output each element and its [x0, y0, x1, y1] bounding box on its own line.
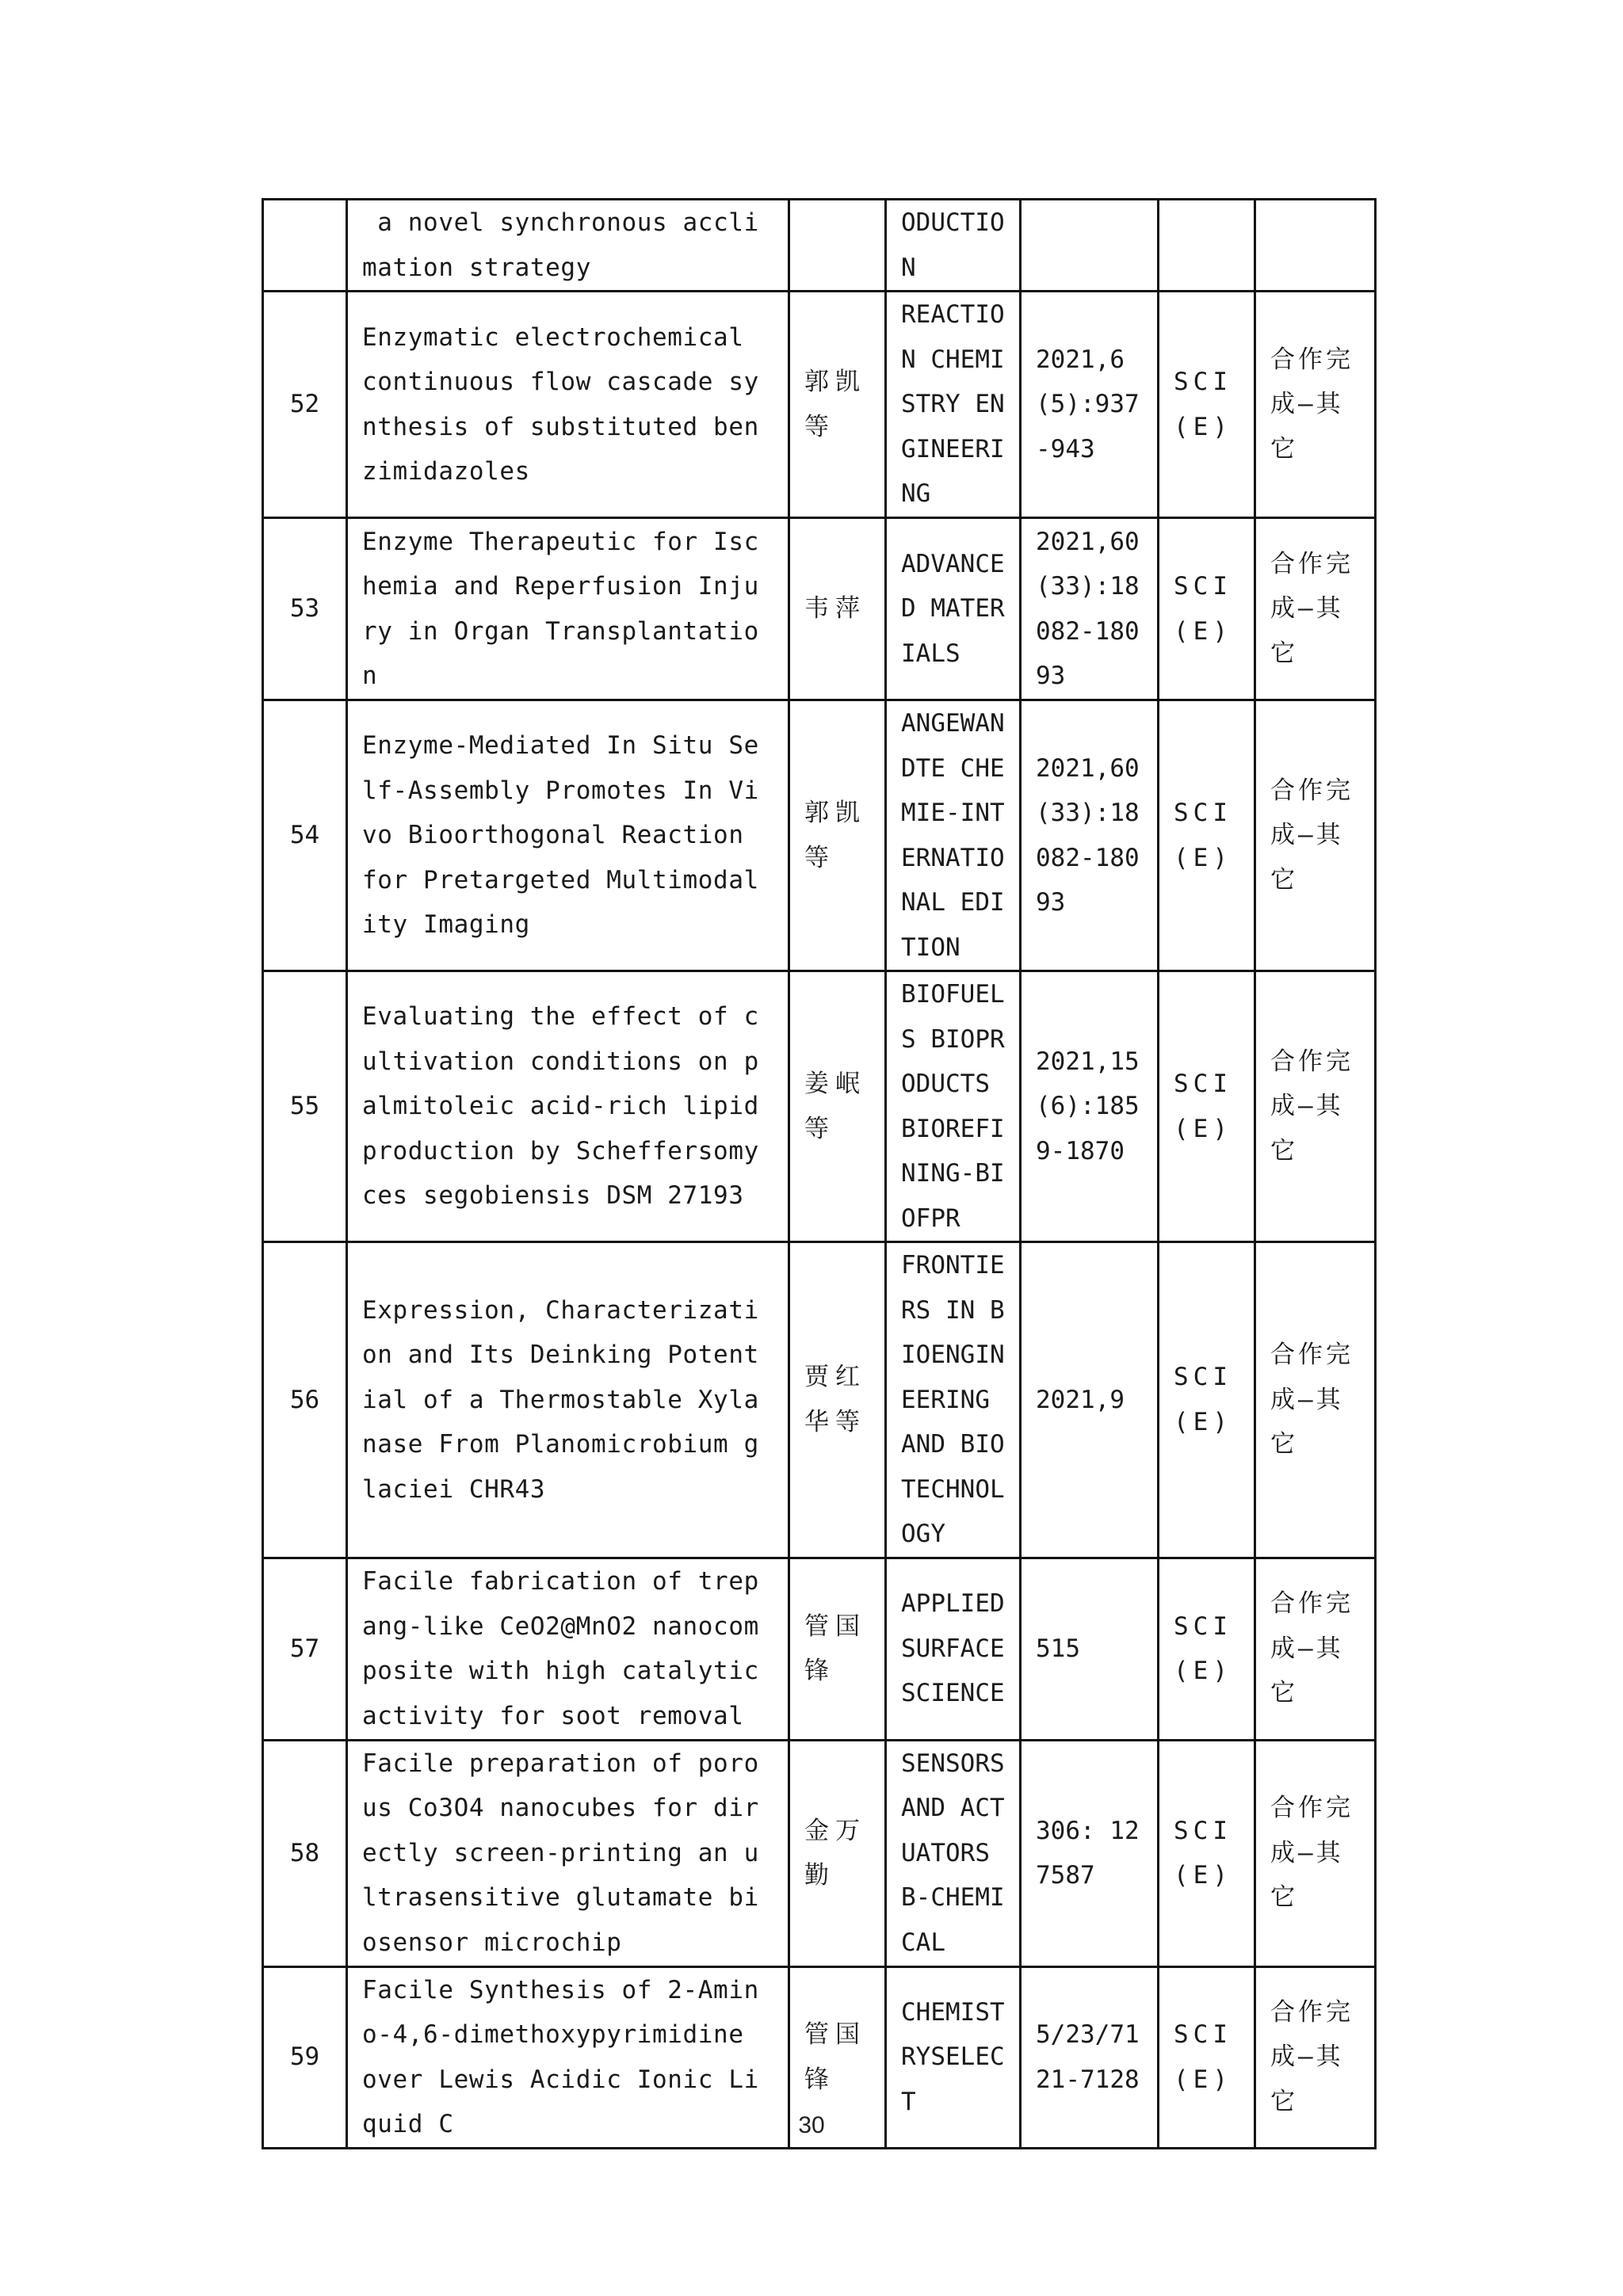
authors: 郭凯等 [789, 292, 886, 518]
index-type [1159, 200, 1255, 292]
index-type: SCI(E) [1159, 971, 1255, 1242]
paper-title: Facile fabrication of trepang-like CeO2@MnO2 nanocomposite with high catalytic activity for soot removal [347, 1558, 789, 1740]
index-type: SCI(E) [1159, 518, 1255, 700]
row-number [263, 200, 347, 292]
row-number: 57 [263, 1558, 347, 1740]
authors: 管国锋 [789, 1558, 886, 1740]
journal-name: BIOFUELS BIOPRODUCTS BIOREFINING-BIOFPR [886, 971, 1021, 1242]
completion-note: 合作完成—其它 [1255, 1966, 1376, 2148]
authors: 贾红华等 [789, 1242, 886, 1558]
volume-pages: 2021,15(6):1859-1870 [1021, 971, 1159, 1242]
journal-name: ODUCTION [886, 200, 1021, 292]
completion-note: 合作完成—其它 [1255, 700, 1376, 971]
row-number: 55 [263, 971, 347, 1242]
journal-name: SENSORS AND ACTUATORS B-CHEMICAL [886, 1740, 1021, 1966]
volume-pages: 2021,60(33):18082-18093 [1021, 700, 1159, 971]
table-row [263, 1558, 1376, 1740]
table-row [263, 1740, 1376, 1966]
table-row [263, 1242, 1376, 1558]
table-row [263, 292, 1376, 518]
completion-note: 合作完成—其它 [1255, 1242, 1376, 1558]
paper-title: Expression, Characterization and Its Deinking Potential of a Thermostable Xylanase From Planomicrobium glaciei CHR43 [347, 1242, 789, 1558]
journal-name: FRONTIERS IN BIOENGINEERING AND BIOTECHNOLOGY [886, 1242, 1021, 1558]
volume-pages: 2021,9 [1021, 1242, 1159, 1558]
row-number: 54 [263, 700, 347, 971]
table-row [263, 200, 1376, 292]
journal-name: REACTION CHEMISTRY ENGINEERING [886, 292, 1021, 518]
journal-name: ADVANCED MATERIALS [886, 518, 1021, 700]
row-number: 59 [263, 1966, 347, 2148]
index-type: SCI(E) [1159, 1740, 1255, 1966]
table-row [263, 518, 1376, 700]
table-row [263, 971, 1376, 1242]
row-number: 56 [263, 1242, 347, 1558]
index-type: SCI(E) [1159, 1558, 1255, 1740]
index-type: SCI(E) [1159, 292, 1255, 518]
table-body [263, 200, 1376, 2149]
paper-title: Facile Synthesis of 2-Amino-4,6-dimethoxypyrimidine over Lewis Acidic Ionic Liquid C [347, 1966, 789, 2148]
volume-pages [1021, 200, 1159, 292]
authors: 管国锋 [789, 1966, 886, 2148]
completion-note: 合作完成—其它 [1255, 518, 1376, 700]
paper-title: Enzyme-Mediated In Situ Self-Assembly Promotes In Vivo Bioorthogonal Reaction for Pretargeted Multimodality Imaging [347, 700, 789, 971]
volume-pages: 515 [1021, 1558, 1159, 1740]
table-row [263, 700, 1376, 971]
volume-pages: 5/23/7121-7128 [1021, 1966, 1159, 2148]
completion-note [1255, 200, 1376, 292]
index-type: SCI(E) [1159, 1966, 1255, 2148]
publications-table [262, 198, 1377, 2149]
authors [789, 200, 886, 292]
journal-name: APPLIED SURFACE SCIENCE [886, 1558, 1021, 1740]
index-type: SCI(E) [1159, 700, 1255, 971]
journal-name: CHEMISTRYSELECT [886, 1966, 1021, 2148]
row-number: 58 [263, 1740, 347, 1966]
volume-pages: 306: 127587 [1021, 1740, 1159, 1966]
authors: 郭凯等 [789, 700, 886, 971]
volume-pages: 2021,60(33):18082-18093 [1021, 518, 1159, 700]
completion-note: 合作完成—其它 [1255, 292, 1376, 518]
paper-title: a novel synchronous acclimation strategy [347, 200, 789, 292]
journal-name: ANGEWANDTE CHEMIE-INTERNATIONAL EDITION [886, 700, 1021, 971]
row-number: 52 [263, 292, 347, 518]
page-number: 30 [798, 2112, 825, 2138]
authors: 韦萍 [789, 518, 886, 700]
row-number: 53 [263, 518, 347, 700]
authors: 金万勤 [789, 1740, 886, 1966]
paper-title: Evaluating the effect of cultivation conditions on palmitoleic acid-rich lipid production by Scheffersomyces segobiensis DSM 27193 [347, 971, 789, 1242]
index-type: SCI(E) [1159, 1242, 1255, 1558]
completion-note: 合作完成—其它 [1255, 1740, 1376, 1966]
completion-note: 合作完成—其它 [1255, 1558, 1376, 1740]
paper-title: Enzymatic electrochemical continuous flow cascade synthesis of substituted benzimidazoles [347, 292, 789, 518]
volume-pages: 2021,6(5):937-943 [1021, 292, 1159, 518]
paper-title: Facile preparation of porous Co3O4 nanocubes for directly screen-printing an ultrasensitive glutamate biosensor microchip [347, 1740, 789, 1966]
paper-title: Enzyme Therapeutic for Ischemia and Reperfusion Injury in Organ Transplantation [347, 518, 789, 700]
completion-note: 合作完成—其它 [1255, 971, 1376, 1242]
authors: 姜岷等 [789, 971, 886, 1242]
